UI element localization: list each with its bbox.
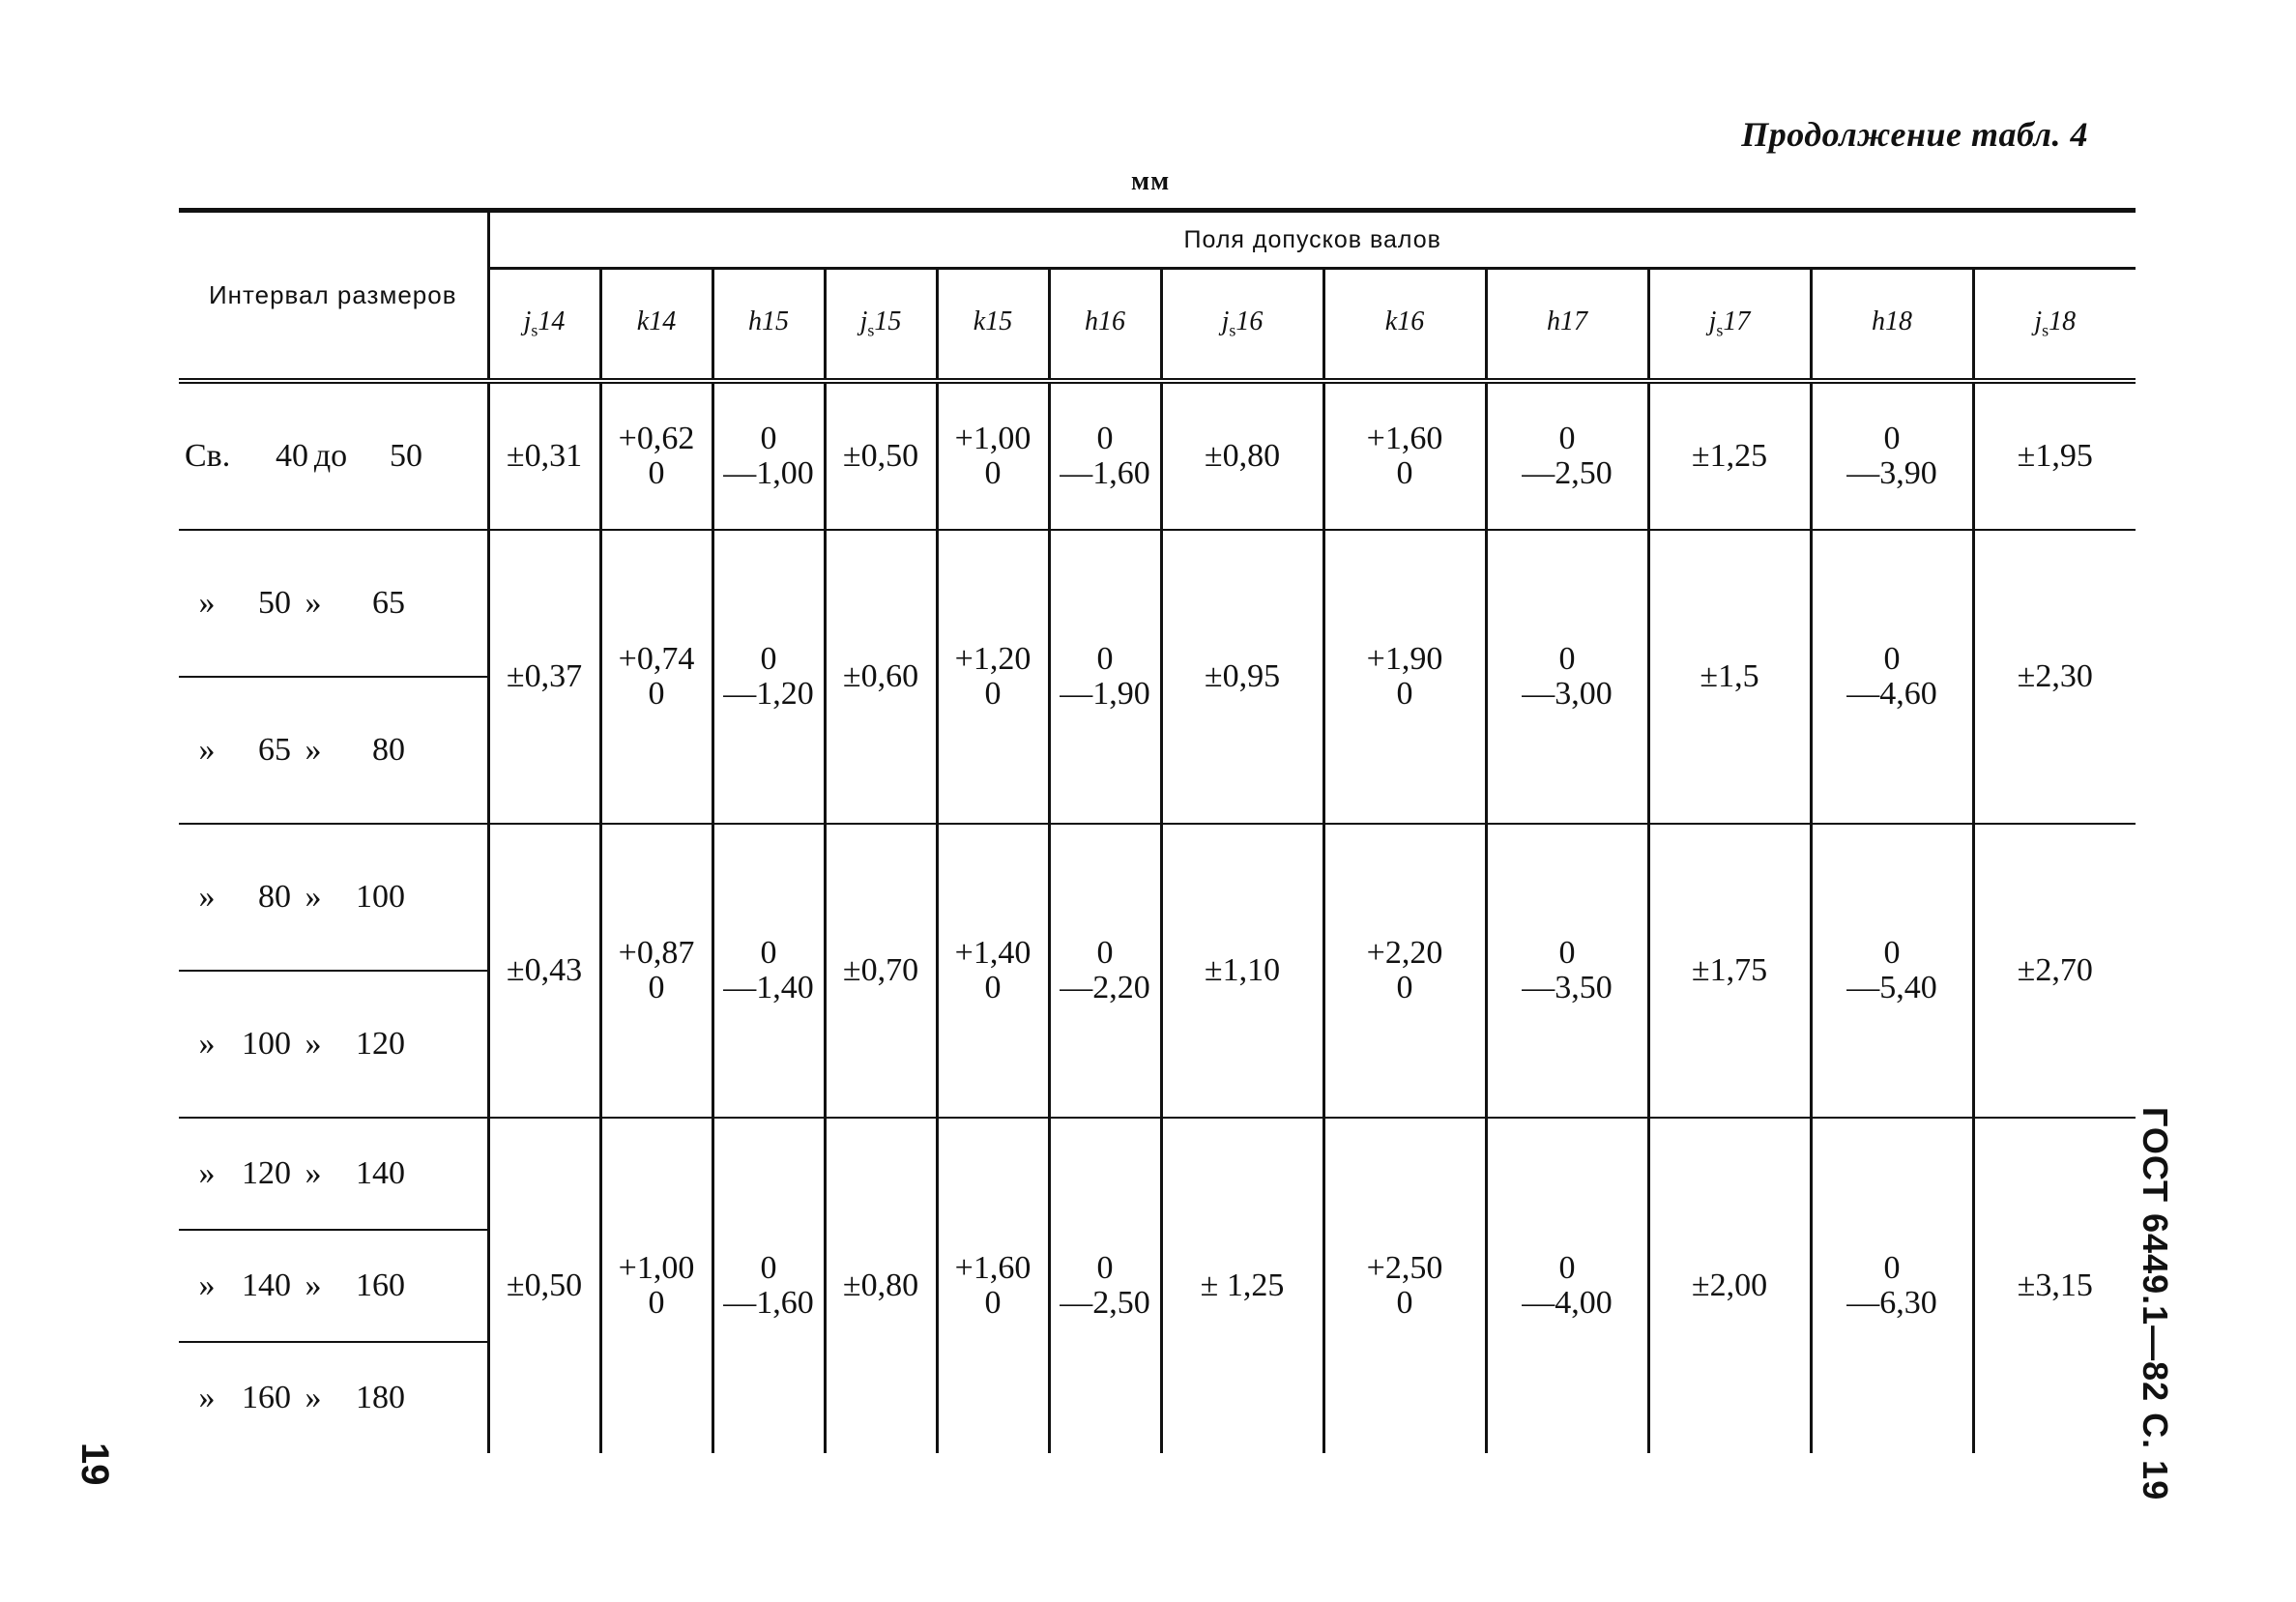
- interval-from: 65: [258, 732, 291, 768]
- interval-separator: до: [313, 438, 348, 474]
- column-header: [1486, 269, 1648, 382]
- value-cell: [1486, 381, 1648, 530]
- column-header: [1973, 269, 2136, 382]
- value-line: —4,00: [1522, 1285, 1613, 1321]
- column-letter: j: [859, 306, 868, 337]
- value-cell: [1973, 824, 2136, 1118]
- value-line: —2,50: [1522, 455, 1613, 491]
- value-line: +0,87: [618, 935, 695, 971]
- table-row: [179, 381, 2136, 530]
- value-cell: [1049, 1118, 1161, 1453]
- interval-to: 50: [390, 438, 422, 474]
- value-cell: [1323, 1118, 1486, 1453]
- value-line: 0: [760, 641, 777, 677]
- column-header: [712, 269, 825, 382]
- page-number: 19: [73, 1442, 116, 1486]
- column-number: 18: [1885, 306, 1912, 337]
- value-cell: [1648, 1118, 1811, 1453]
- value-cell: [1973, 530, 2136, 824]
- value-cell: [1486, 530, 1648, 824]
- value-cell: [600, 530, 712, 824]
- value-line: —3,90: [1846, 455, 1937, 491]
- column-header: [937, 269, 1049, 382]
- value-cell: [937, 824, 1049, 1118]
- value-line: 0: [1396, 970, 1413, 1005]
- value-cell: [1811, 530, 1973, 824]
- unit-label: мм: [1131, 166, 1171, 196]
- interval-separator: »: [305, 1267, 322, 1303]
- column-letter: j: [523, 306, 532, 337]
- value-line: 0: [648, 676, 665, 712]
- value-line: 0: [984, 455, 1002, 491]
- value-line: +1,60: [954, 1250, 1032, 1286]
- value-line: —2,50: [1060, 1285, 1150, 1321]
- column-letter: j: [2034, 306, 2043, 337]
- value-line: ± 1,25: [1200, 1267, 1285, 1303]
- value-line: +0,62: [618, 421, 695, 456]
- value-cell: [1973, 381, 2136, 530]
- column-letter: k: [973, 306, 986, 337]
- value-cell: [1486, 824, 1648, 1118]
- interval-prefix: »: [198, 1026, 216, 1062]
- column-header: [1161, 269, 1323, 382]
- value-line: —3,00: [1522, 676, 1613, 712]
- interval-prefix: »: [198, 732, 216, 768]
- value-line: —1,20: [723, 676, 814, 712]
- column-header: [600, 269, 712, 382]
- value-line: 0: [1096, 421, 1114, 456]
- column-number: 15: [985, 306, 1013, 337]
- interval-separator: »: [305, 879, 322, 915]
- value-cell: [600, 1118, 712, 1453]
- interval-to: 140: [356, 1155, 405, 1191]
- value-line: —5,40: [1846, 970, 1937, 1005]
- value-line: 0: [1558, 641, 1576, 677]
- value-line: ±0,50: [842, 438, 919, 474]
- interval-to: 80: [372, 732, 405, 768]
- interval-prefix: Св.: [185, 438, 231, 474]
- value-line: ±1,5: [1700, 658, 1759, 694]
- value-line: +1,60: [1366, 421, 1443, 456]
- value-line: +1,40: [954, 935, 1032, 971]
- value-line: 0: [760, 421, 777, 456]
- value-cell: [488, 1118, 600, 1453]
- value-cell: [825, 381, 937, 530]
- column-number: 14: [649, 306, 677, 337]
- column-number: 17: [1560, 306, 1587, 337]
- value-line: +1,20: [954, 641, 1032, 677]
- column-letter: k: [1384, 306, 1398, 337]
- value-cell: [1648, 530, 1811, 824]
- column-subscript: s: [531, 320, 538, 340]
- value-line: 0: [1096, 641, 1114, 677]
- table-row: [179, 824, 2136, 971]
- value-cell: [1811, 824, 1973, 1118]
- value-line: ±2,00: [1691, 1267, 1768, 1303]
- value-line: 0: [648, 1285, 665, 1321]
- value-cell: [1323, 381, 1486, 530]
- column-header: [1049, 269, 1161, 382]
- value-cell: [1049, 530, 1161, 824]
- value-line: ±0,80: [1204, 438, 1281, 474]
- value-line: 0: [984, 970, 1002, 1005]
- interval-separator: »: [305, 1380, 322, 1415]
- interval-cell: [179, 677, 488, 824]
- column-header: [1811, 269, 1973, 382]
- interval-separator: »: [305, 732, 322, 768]
- value-cell: [1161, 530, 1323, 824]
- value-cell: [712, 824, 825, 1118]
- value-cell: [825, 1118, 937, 1453]
- value-line: 0: [760, 1250, 777, 1286]
- interval-prefix: »: [198, 1155, 216, 1191]
- interval-cell: [179, 971, 488, 1118]
- interval-cell: [179, 1118, 488, 1230]
- interval-header: Интервал размеров: [179, 211, 488, 382]
- table-row: [179, 1118, 2136, 1230]
- column-header: [1323, 269, 1486, 382]
- value-cell: [825, 530, 937, 824]
- value-line: +1,90: [1366, 641, 1443, 677]
- interval-cell: [179, 530, 488, 677]
- column-number: 14: [538, 306, 566, 337]
- value-cell: [1648, 824, 1811, 1118]
- value-cell: [600, 824, 712, 1118]
- column-letter: h: [1547, 306, 1560, 337]
- value-line: ±3,15: [2017, 1267, 2093, 1303]
- interval-cell: [179, 381, 488, 530]
- value-cell: [1323, 824, 1486, 1118]
- value-line: +0,74: [618, 641, 695, 677]
- value-line: +1,00: [954, 421, 1032, 456]
- interval-cell: [179, 1230, 488, 1342]
- value-line: ±0,43: [506, 952, 583, 988]
- value-cell: [488, 381, 600, 530]
- value-line: —6,30: [1846, 1285, 1937, 1321]
- column-letter: k: [636, 306, 650, 337]
- column-letter: h: [1872, 306, 1885, 337]
- interval-to: 180: [356, 1380, 405, 1415]
- value-line: 0: [760, 935, 777, 971]
- value-cell: [1811, 1118, 1973, 1453]
- value-cell: [937, 530, 1049, 824]
- value-cell: [488, 530, 600, 824]
- value-line: ±0,37: [506, 658, 583, 694]
- value-line: —4,60: [1846, 676, 1937, 712]
- interval-to: 120: [356, 1026, 405, 1062]
- interval-prefix: »: [198, 879, 216, 915]
- value-line: 0: [1396, 676, 1413, 712]
- value-line: —1,60: [723, 1285, 814, 1321]
- value-line: +1,00: [618, 1250, 695, 1286]
- standard-code: ГОСТ 6449.1—82 С. 19: [2136, 1107, 2175, 1501]
- tolerance-table: [179, 208, 2136, 1453]
- value-cell: [1811, 381, 1973, 530]
- value-line: ±0,50: [506, 1267, 583, 1303]
- value-line: ±0,60: [842, 658, 919, 694]
- value-line: 0: [1558, 935, 1576, 971]
- table-continuation-caption: Продолжение табл. 4: [1741, 115, 2088, 154]
- value-line: 0: [1883, 641, 1901, 677]
- value-line: 0: [1096, 1250, 1114, 1286]
- column-letter: h: [1085, 306, 1098, 337]
- value-line: ±0,80: [842, 1267, 919, 1303]
- interval-from: 80: [258, 879, 291, 915]
- value-cell: [1049, 381, 1161, 530]
- column-header: [1648, 269, 1811, 382]
- value-cell: [1973, 1118, 2136, 1453]
- value-line: 0: [1396, 455, 1413, 491]
- interval-separator: »: [305, 1155, 322, 1191]
- value-line: —1,40: [723, 970, 814, 1005]
- interval-from: 120: [242, 1155, 291, 1191]
- column-number: 17: [1723, 306, 1751, 337]
- value-line: ±1,10: [1204, 952, 1281, 988]
- value-line: ±2,30: [2017, 658, 2093, 694]
- value-line: 0: [1558, 421, 1576, 456]
- interval-to: 100: [356, 879, 405, 915]
- value-cell: [1161, 1118, 1323, 1453]
- interval-separator: »: [305, 585, 322, 621]
- value-line: —1,60: [1060, 455, 1150, 491]
- interval-cell: [179, 1342, 488, 1453]
- value-line: +2,50: [1366, 1250, 1443, 1286]
- value-line: 0: [648, 970, 665, 1005]
- value-line: 0: [1883, 935, 1901, 971]
- column-subscript: s: [1716, 320, 1724, 340]
- value-cell: [600, 381, 712, 530]
- column-number: 15: [762, 306, 789, 337]
- value-cell: [488, 824, 600, 1118]
- value-line: —2,20: [1060, 970, 1150, 1005]
- column-subscript: s: [2042, 320, 2049, 340]
- value-line: 0: [1396, 1285, 1413, 1321]
- interval-to: 160: [356, 1267, 405, 1303]
- value-cell: [712, 381, 825, 530]
- value-cell: [825, 824, 937, 1118]
- value-cell: [937, 1118, 1049, 1453]
- interval-separator: »: [305, 1026, 322, 1062]
- value-line: 0: [1558, 1250, 1576, 1286]
- value-line: 0: [984, 676, 1002, 712]
- column-letter: h: [748, 306, 762, 337]
- table-row: [179, 530, 2136, 677]
- interval-from: 100: [242, 1026, 291, 1062]
- column-letter: j: [1708, 306, 1717, 337]
- interval-prefix: »: [198, 585, 216, 621]
- value-cell: [712, 530, 825, 824]
- column-number: 18: [2049, 306, 2077, 337]
- value-cell: [712, 1118, 825, 1453]
- value-line: 0: [1096, 935, 1114, 971]
- value-line: ±0,31: [506, 438, 583, 474]
- value-line: +2,20: [1366, 935, 1443, 971]
- interval-prefix: »: [198, 1380, 216, 1415]
- column-subscript: s: [1229, 320, 1236, 340]
- interval-from: 40: [276, 438, 308, 474]
- interval-to: 65: [372, 585, 405, 621]
- value-line: 0: [1883, 1250, 1901, 1286]
- value-line: ±1,95: [2017, 438, 2093, 474]
- value-line: ±1,75: [1691, 952, 1768, 988]
- value-cell: [1486, 1118, 1648, 1453]
- column-header: [488, 269, 600, 382]
- value-line: —1,00: [723, 455, 814, 491]
- value-line: ±0,95: [1204, 658, 1281, 694]
- table-body: [179, 381, 2136, 1453]
- value-cell: [1323, 530, 1486, 824]
- column-letter: j: [1221, 306, 1230, 337]
- column-number: 16: [1098, 306, 1125, 337]
- value-cell: [1161, 381, 1323, 530]
- value-line: 0: [1883, 421, 1901, 456]
- column-subscript: s: [867, 320, 875, 340]
- interval-prefix: »: [198, 1267, 216, 1303]
- value-line: 0: [984, 1285, 1002, 1321]
- value-line: —1,90: [1060, 676, 1150, 712]
- value-line: 0: [648, 455, 665, 491]
- group-header: Поля допусков валов: [488, 211, 2136, 269]
- interval-from: 160: [242, 1380, 291, 1415]
- column-number: 16: [1235, 306, 1264, 337]
- value-cell: [1049, 824, 1161, 1118]
- column-number: 16: [1397, 306, 1425, 337]
- column-number: 15: [874, 306, 902, 337]
- value-cell: [937, 381, 1049, 530]
- value-line: ±1,25: [1691, 438, 1768, 474]
- value-cell: [1648, 381, 1811, 530]
- value-cell: [1161, 824, 1323, 1118]
- value-line: ±0,70: [842, 952, 919, 988]
- interval-from: 140: [242, 1267, 291, 1303]
- column-header: [825, 269, 937, 382]
- value-line: ±2,70: [2017, 952, 2093, 988]
- interval-from: 50: [258, 585, 291, 621]
- interval-cell: [179, 824, 488, 971]
- value-line: —3,50: [1522, 970, 1613, 1005]
